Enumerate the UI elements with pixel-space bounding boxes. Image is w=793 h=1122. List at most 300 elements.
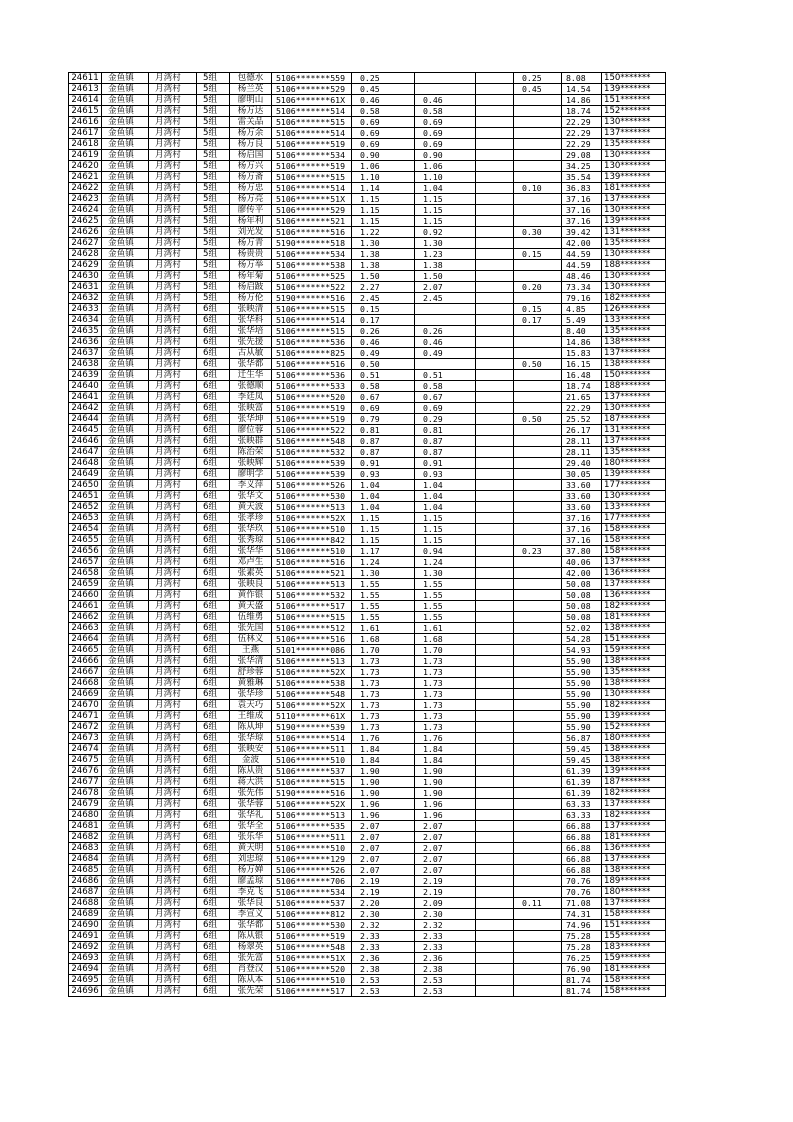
cell-area-c — [514, 161, 562, 172]
cell-name: 杨年利 — [230, 216, 272, 227]
cell-group: 5组 — [197, 205, 230, 216]
cell-phone: 181******* — [602, 612, 666, 623]
cell-area-c — [514, 744, 562, 755]
cell-area-c — [514, 612, 562, 623]
cell-town: 金鱼镇 — [102, 480, 149, 491]
cell-area-c — [514, 953, 562, 964]
cell-name: 廖明山 — [230, 95, 272, 106]
cell-area-b — [476, 744, 514, 755]
cell-name: 舒珍蓉 — [230, 667, 272, 678]
cell-area-a: 1.73 — [415, 689, 476, 700]
table-row — [69, 920, 666, 931]
cell-phone: 181******* — [602, 183, 666, 194]
cell-phone: 183******* — [602, 942, 666, 953]
cell-town: 金鱼镇 — [102, 964, 149, 975]
cell-area-b — [476, 458, 514, 469]
cell-record-id: 24627 — [69, 238, 102, 249]
cell-area-c — [514, 469, 562, 480]
cell-phone: 135******* — [602, 326, 666, 337]
cell-total-area: 1.14 — [352, 183, 415, 194]
cell-phone: 180******* — [602, 733, 666, 744]
cell-area-c — [514, 491, 562, 502]
cell-area-a: 1.73 — [415, 667, 476, 678]
cell-name: 李克飞 — [230, 887, 272, 898]
cell-area-a: 1.23 — [415, 249, 476, 260]
cell-group: 5组 — [197, 227, 230, 238]
cell-town: 金鱼镇 — [102, 359, 149, 370]
cell-town: 金鱼镇 — [102, 227, 149, 238]
cell-name: 杨万达 — [230, 106, 272, 117]
cell-phone: 135******* — [602, 139, 666, 150]
cell-id-number: 5106*******514 — [272, 733, 352, 744]
cell-total-area: 1.30 — [352, 568, 415, 579]
cell-record-id: 24686 — [69, 876, 102, 887]
cell-name: 黄作银 — [230, 590, 272, 601]
cell-area-b — [476, 337, 514, 348]
cell-name: 杨万良 — [230, 139, 272, 150]
cell-village: 月湾村 — [149, 128, 197, 139]
cell-record-id: 24675 — [69, 755, 102, 766]
cell-area-c — [514, 755, 562, 766]
cell-area-b — [476, 183, 514, 194]
cell-name: 杨兰英 — [230, 84, 272, 95]
cell-id-number: 5106*******529 — [272, 84, 352, 95]
cell-id-number: 5106*******532 — [272, 590, 352, 601]
cell-name: 张映富 — [230, 403, 272, 414]
cell-record-id: 24617 — [69, 128, 102, 139]
cell-town: 金鱼镇 — [102, 238, 149, 249]
cell-total-area: 0.49 — [352, 348, 415, 359]
cell-total-area: 1.76 — [352, 733, 415, 744]
cell-record-id: 24680 — [69, 810, 102, 821]
cell-town: 金鱼镇 — [102, 953, 149, 964]
cell-amount: 37.80 — [562, 546, 602, 557]
cell-village: 月湾村 — [149, 623, 197, 634]
cell-village: 月湾村 — [149, 799, 197, 810]
cell-total-area: 1.15 — [352, 216, 415, 227]
cell-town: 金鱼镇 — [102, 403, 149, 414]
cell-total-area: 1.73 — [352, 678, 415, 689]
cell-id-number: 5106*******533 — [272, 381, 352, 392]
cell-group: 6组 — [197, 535, 230, 546]
cell-town: 金鱼镇 — [102, 557, 149, 568]
cell-group: 5组 — [197, 216, 230, 227]
cell-group: 6组 — [197, 656, 230, 667]
cell-phone: 137******* — [602, 348, 666, 359]
cell-area-c — [514, 700, 562, 711]
cell-village: 月湾村 — [149, 953, 197, 964]
cell-total-area: 0.69 — [352, 117, 415, 128]
cell-phone: 137******* — [602, 799, 666, 810]
cell-total-area: 2.19 — [352, 876, 415, 887]
cell-town: 金鱼镇 — [102, 590, 149, 601]
cell-id-number: 5106*******526 — [272, 865, 352, 876]
cell-phone: 137******* — [602, 898, 666, 909]
cell-village: 月湾村 — [149, 436, 197, 447]
cell-phone: 130******* — [602, 249, 666, 260]
cell-group: 6组 — [197, 854, 230, 865]
cell-phone: 138******* — [602, 865, 666, 876]
cell-village: 月湾村 — [149, 821, 197, 832]
cell-village: 月湾村 — [149, 722, 197, 733]
cell-town: 金鱼镇 — [102, 304, 149, 315]
cell-name: 迁生华 — [230, 370, 272, 381]
cell-amount: 26.17 — [562, 425, 602, 436]
table-row — [69, 964, 666, 975]
cell-id-number: 5106*******526 — [272, 480, 352, 491]
cell-area-a: 2.07 — [415, 282, 476, 293]
cell-record-id: 24668 — [69, 678, 102, 689]
cell-village: 月湾村 — [149, 876, 197, 887]
cell-area-b — [476, 227, 514, 238]
cell-village: 月湾村 — [149, 469, 197, 480]
cell-area-c — [514, 513, 562, 524]
cell-area-b — [476, 557, 514, 568]
cell-phone: 138******* — [602, 656, 666, 667]
cell-record-id: 24653 — [69, 513, 102, 524]
cell-record-id: 24616 — [69, 117, 102, 128]
cell-area-c — [514, 777, 562, 788]
cell-village: 月湾村 — [149, 964, 197, 975]
cell-amount: 55.90 — [562, 700, 602, 711]
cell-group: 6组 — [197, 733, 230, 744]
cell-amount: 66.88 — [562, 832, 602, 843]
cell-town: 金鱼镇 — [102, 491, 149, 502]
cell-village: 月湾村 — [149, 535, 197, 546]
cell-amount: 18.74 — [562, 381, 602, 392]
cell-area-a: 1.15 — [415, 535, 476, 546]
cell-group: 6组 — [197, 942, 230, 953]
cell-area-b — [476, 469, 514, 480]
cell-group: 6组 — [197, 700, 230, 711]
table-row — [69, 513, 666, 524]
cell-village: 月湾村 — [149, 546, 197, 557]
cell-total-area: 0.81 — [352, 425, 415, 436]
table-row — [69, 95, 666, 106]
cell-area-c — [514, 689, 562, 700]
cell-town: 金鱼镇 — [102, 293, 149, 304]
cell-area-b — [476, 821, 514, 832]
cell-area-c — [514, 766, 562, 777]
cell-area-b — [476, 810, 514, 821]
cell-name: 杨万斋 — [230, 172, 272, 183]
cell-area-b — [476, 887, 514, 898]
cell-area-b — [476, 73, 514, 84]
cell-record-id: 24658 — [69, 568, 102, 579]
cell-town: 金鱼镇 — [102, 744, 149, 755]
cell-name: 杨年菊 — [230, 271, 272, 282]
cell-total-area: 1.22 — [352, 227, 415, 238]
cell-area-c — [514, 920, 562, 931]
cell-group: 6组 — [197, 315, 230, 326]
cell-town: 金鱼镇 — [102, 469, 149, 480]
table-row — [69, 843, 666, 854]
cell-record-id: 24690 — [69, 920, 102, 931]
cell-area-c — [514, 931, 562, 942]
cell-group: 5组 — [197, 117, 230, 128]
cell-amount: 8.08 — [562, 73, 602, 84]
cell-amount: 55.90 — [562, 678, 602, 689]
cell-amount: 29.40 — [562, 458, 602, 469]
cell-area-a: 1.90 — [415, 766, 476, 777]
cell-record-id: 24662 — [69, 612, 102, 623]
table-row — [69, 931, 666, 942]
cell-record-id: 24640 — [69, 381, 102, 392]
table-row — [69, 744, 666, 755]
cell-group: 6组 — [197, 799, 230, 810]
cell-village: 月湾村 — [149, 865, 197, 876]
table-row — [69, 293, 666, 304]
cell-total-area: 0.58 — [352, 381, 415, 392]
cell-id-number: 5106*******510 — [272, 843, 352, 854]
cell-record-id: 24669 — [69, 689, 102, 700]
cell-group: 6组 — [197, 447, 230, 458]
cell-name: 陈治荣 — [230, 447, 272, 458]
cell-area-a: 1.68 — [415, 634, 476, 645]
cell-village: 月湾村 — [149, 359, 197, 370]
cell-id-number: 5190*******539 — [272, 722, 352, 733]
cell-area-b — [476, 733, 514, 744]
cell-id-number: 5106*******525 — [272, 271, 352, 282]
cell-area-b — [476, 381, 514, 392]
cell-phone: 155******* — [602, 931, 666, 942]
cell-group: 5组 — [197, 260, 230, 271]
cell-total-area: 0.87 — [352, 447, 415, 458]
cell-village: 月湾村 — [149, 447, 197, 458]
cell-area-a: 1.73 — [415, 711, 476, 722]
cell-total-area: 0.69 — [352, 139, 415, 150]
cell-group: 6组 — [197, 887, 230, 898]
cell-village: 月湾村 — [149, 260, 197, 271]
cell-village: 月湾村 — [149, 326, 197, 337]
cell-phone: 182******* — [602, 601, 666, 612]
cell-town: 金鱼镇 — [102, 975, 149, 986]
cell-group: 6组 — [197, 568, 230, 579]
cell-name: 张华礼 — [230, 810, 272, 821]
cell-area-a: 0.58 — [415, 381, 476, 392]
cell-phone: 151******* — [602, 634, 666, 645]
cell-id-number: 5106*******52X — [272, 799, 352, 810]
cell-area-b — [476, 392, 514, 403]
cell-area-c — [514, 711, 562, 722]
cell-id-number: 5106*******516 — [272, 634, 352, 645]
cell-phone: 139******* — [602, 711, 666, 722]
cell-name: 张华都 — [230, 359, 272, 370]
cell-group: 5组 — [197, 150, 230, 161]
cell-id-number: 5106*******513 — [272, 502, 352, 513]
cell-id-number: 5106*******516 — [272, 557, 352, 568]
cell-total-area: 1.73 — [352, 722, 415, 733]
table-row — [69, 447, 666, 458]
cell-village: 月湾村 — [149, 568, 197, 579]
cell-town: 金鱼镇 — [102, 942, 149, 953]
cell-id-number: 5106*******515 — [272, 117, 352, 128]
cell-group: 6组 — [197, 513, 230, 524]
table-row — [69, 227, 666, 238]
cell-record-id: 24663 — [69, 623, 102, 634]
cell-total-area: 0.67 — [352, 392, 415, 403]
cell-name: 伍维勇 — [230, 612, 272, 623]
cell-village: 月湾村 — [149, 645, 197, 656]
cell-id-number: 5106*******548 — [272, 436, 352, 447]
cell-amount: 22.29 — [562, 139, 602, 150]
cell-group: 5组 — [197, 282, 230, 293]
cell-name: 张映安 — [230, 744, 272, 755]
cell-id-number: 5106*******516 — [272, 227, 352, 238]
cell-amount: 76.90 — [562, 964, 602, 975]
cell-id-number: 5106*******536 — [272, 370, 352, 381]
cell-group: 6组 — [197, 766, 230, 777]
table-row — [69, 568, 666, 579]
cell-total-area: 2.45 — [352, 293, 415, 304]
cell-record-id: 24630 — [69, 271, 102, 282]
cell-area-a: 1.30 — [415, 238, 476, 249]
cell-area-b — [476, 590, 514, 601]
table-row — [69, 810, 666, 821]
cell-village: 月湾村 — [149, 370, 197, 381]
cell-area-a: 1.73 — [415, 722, 476, 733]
cell-town: 金鱼镇 — [102, 634, 149, 645]
cell-total-area: 1.96 — [352, 799, 415, 810]
cell-amount: 16.48 — [562, 370, 602, 381]
cell-total-area: 1.17 — [352, 546, 415, 557]
cell-area-a: 0.81 — [415, 425, 476, 436]
cell-id-number: 5106*******52X — [272, 700, 352, 711]
cell-record-id: 24659 — [69, 579, 102, 590]
cell-record-id: 24622 — [69, 183, 102, 194]
cell-area-c: 0.45 — [514, 84, 562, 95]
cell-area-c — [514, 381, 562, 392]
cell-total-area: 1.04 — [352, 491, 415, 502]
cell-area-c — [514, 788, 562, 799]
cell-village: 月湾村 — [149, 425, 197, 436]
cell-group: 6组 — [197, 964, 230, 975]
cell-amount: 14.54 — [562, 84, 602, 95]
cell-area-c — [514, 656, 562, 667]
cell-phone: 137******* — [602, 392, 666, 403]
cell-amount: 74.96 — [562, 920, 602, 931]
cell-area-b — [476, 986, 514, 997]
cell-total-area: 2.30 — [352, 909, 415, 920]
table-row — [69, 480, 666, 491]
cell-town: 金鱼镇 — [102, 337, 149, 348]
cell-area-c: 0.30 — [514, 227, 562, 238]
cell-area-c — [514, 645, 562, 656]
table-row — [69, 645, 666, 656]
table-row — [69, 953, 666, 964]
cell-amount: 44.59 — [562, 260, 602, 271]
cell-record-id: 24647 — [69, 447, 102, 458]
cell-id-number: 5106*******530 — [272, 491, 352, 502]
cell-area-a: 1.90 — [415, 788, 476, 799]
cell-name: 张乐华 — [230, 832, 272, 843]
cell-village: 月湾村 — [149, 227, 197, 238]
cell-phone: 138******* — [602, 623, 666, 634]
cell-id-number: 5106*******515 — [272, 777, 352, 788]
cell-area-a: 1.90 — [415, 777, 476, 788]
cell-town: 金鱼镇 — [102, 95, 149, 106]
cell-phone: 137******* — [602, 557, 666, 568]
cell-name: 张华玖 — [230, 524, 272, 535]
cell-town: 金鱼镇 — [102, 381, 149, 392]
cell-village: 月湾村 — [149, 392, 197, 403]
cell-id-number: 5106*******522 — [272, 282, 352, 293]
cell-village: 月湾村 — [149, 612, 197, 623]
cell-group: 6组 — [197, 579, 230, 590]
cell-amount: 79.16 — [562, 293, 602, 304]
table-row — [69, 601, 666, 612]
cell-group: 5组 — [197, 271, 230, 282]
cell-id-number: 5190*******516 — [272, 788, 352, 799]
cell-area-a: 1.84 — [415, 744, 476, 755]
table-row — [69, 524, 666, 535]
table-row — [69, 106, 666, 117]
table-row — [69, 986, 666, 997]
table-row — [69, 172, 666, 183]
cell-area-b — [476, 436, 514, 447]
cell-area-b — [476, 403, 514, 414]
cell-total-area: 1.55 — [352, 612, 415, 623]
cell-village: 月湾村 — [149, 73, 197, 84]
cell-id-number: 5106*******539 — [272, 469, 352, 480]
cell-area-b — [476, 425, 514, 436]
cell-total-area: 1.06 — [352, 161, 415, 172]
cell-area-b — [476, 634, 514, 645]
cell-name: 陈从坤 — [230, 722, 272, 733]
cell-phone: 188******* — [602, 381, 666, 392]
cell-phone: 181******* — [602, 832, 666, 843]
cell-area-a: 1.55 — [415, 590, 476, 601]
cell-area-c — [514, 722, 562, 733]
cell-record-id: 24632 — [69, 293, 102, 304]
table-row — [69, 590, 666, 601]
cell-amount: 33.60 — [562, 491, 602, 502]
cell-town: 金鱼镇 — [102, 150, 149, 161]
cell-amount: 5.49 — [562, 315, 602, 326]
cell-amount: 4.85 — [562, 304, 602, 315]
table-row — [69, 535, 666, 546]
cell-record-id: 24657 — [69, 557, 102, 568]
cell-amount: 22.29 — [562, 117, 602, 128]
cell-id-number: 5106*******513 — [272, 579, 352, 590]
table-row — [69, 73, 666, 84]
cell-name: 张华都 — [230, 920, 272, 931]
cell-town: 金鱼镇 — [102, 414, 149, 425]
cell-group: 6组 — [197, 304, 230, 315]
cell-id-number: 5106*******51X — [272, 194, 352, 205]
cell-record-id: 24667 — [69, 667, 102, 678]
cell-amount: 33.60 — [562, 502, 602, 513]
cell-phone: 139******* — [602, 469, 666, 480]
cell-area-b — [476, 326, 514, 337]
cell-area-a: 1.76 — [415, 733, 476, 744]
cell-phone: 138******* — [602, 337, 666, 348]
cell-record-id: 24692 — [69, 942, 102, 953]
cell-total-area: 2.27 — [352, 282, 415, 293]
cell-village: 月湾村 — [149, 249, 197, 260]
cell-village: 月湾村 — [149, 414, 197, 425]
cell-total-area: 0.46 — [352, 337, 415, 348]
cell-town: 金鱼镇 — [102, 887, 149, 898]
cell-record-id: 24648 — [69, 458, 102, 469]
cell-amount: 66.88 — [562, 843, 602, 854]
cell-name: 张映辉 — [230, 458, 272, 469]
cell-area-b — [476, 854, 514, 865]
cell-record-id: 24673 — [69, 733, 102, 744]
cell-group: 6组 — [197, 986, 230, 997]
cell-record-id: 24631 — [69, 282, 102, 293]
cell-phone: 182******* — [602, 700, 666, 711]
